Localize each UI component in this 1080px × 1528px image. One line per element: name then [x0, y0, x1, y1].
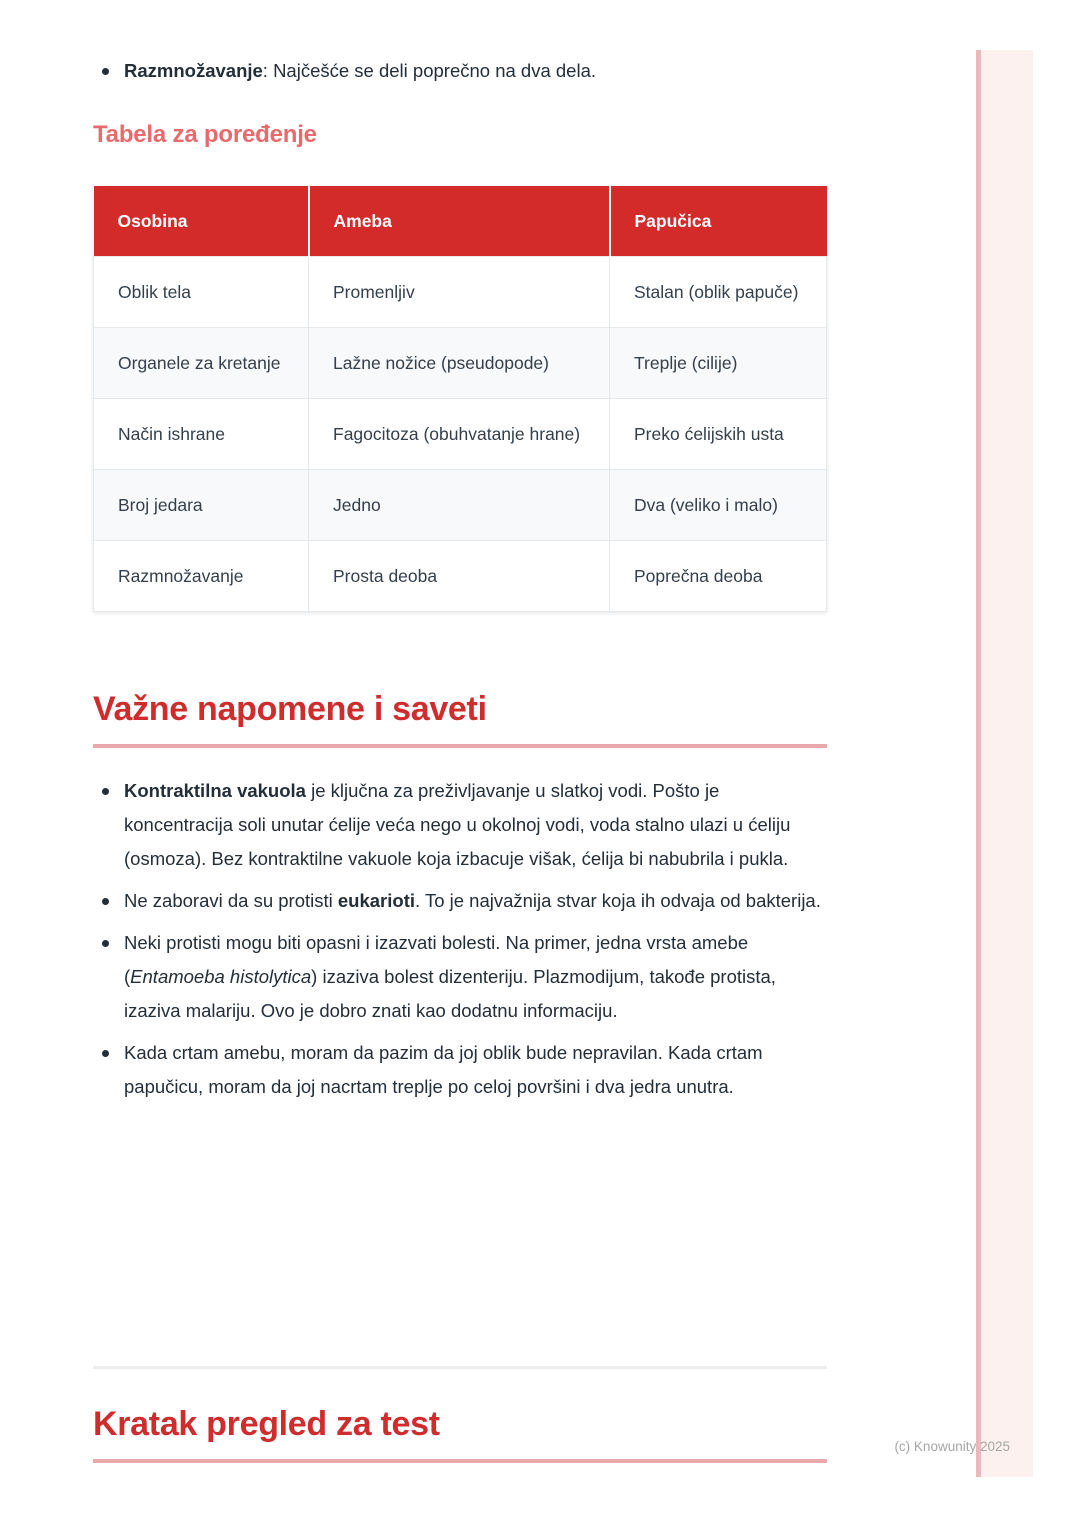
note-item	[93, 774, 827, 876]
note-text: ) izaziva bolest dizenteriju. Plazmodijum, takođe protista, izaziva malariju. Ovo je dobro znati kao dodatnu informaciju.	[124, 966, 776, 1021]
table-cell: Oblik tela	[94, 257, 309, 328]
note-text: Ne zaboravi da su protisti	[124, 890, 338, 911]
comparison-section-heading: Tabela za poređenje	[93, 121, 317, 148]
table-header-row	[94, 186, 827, 257]
note-text: je ključna za preživljavanje u slatkoj vodi. Pošto je koncentracija soli unutar ćelije veća nego u okolnoj vodi, voda stalno ulazi u ćeliju (osmoza). Bez kontraktilne vakuole koja izbacuje višak, ćelija bi nabubrila i pukla.	[124, 780, 791, 869]
notes-section	[93, 688, 827, 748]
note-text-bold: Kontraktilna vakuola	[124, 780, 306, 801]
comparison-table	[93, 186, 827, 612]
section-divider	[93, 1366, 827, 1369]
table-cell: Promenljiv	[309, 257, 610, 328]
note-text: Kada crtam amebu, moram da pazim da joj oblik bude nepravilan. Kada crtam papučicu, moram da joj nacrtam treplje po celoj površini i dva jedra unutra.	[124, 1042, 763, 1097]
table-cell: Treplje (cilije)	[610, 328, 827, 399]
table-row	[94, 257, 827, 328]
review-heading: Kratak pregled za test	[93, 1405, 440, 1443]
table-row	[94, 470, 827, 541]
header-cell-papucica: Papučica	[610, 186, 827, 257]
note-text-italic: Entamoeba histolytica	[130, 966, 312, 987]
note-item	[93, 1036, 827, 1104]
table-cell: Fagocitoza (obuhvatanje hrane)	[309, 399, 610, 470]
bullet-dot	[102, 940, 109, 947]
header-cell-osobina: Osobina	[94, 186, 309, 257]
page-edge-strip	[976, 50, 1033, 1477]
bullet-dot	[102, 898, 109, 905]
top-note-bold-text: Razmnožavanje	[124, 60, 263, 81]
bullet-dot	[102, 788, 109, 795]
notes-heading-underline	[93, 744, 827, 748]
review-section	[93, 1366, 827, 1463]
note-text: . To je najvažnija stvar koja ih odvaja od bakterija.	[415, 890, 821, 911]
notes-list	[93, 774, 827, 1104]
bullet-dot	[102, 1050, 109, 1057]
table-cell: Organele za kretanje	[94, 328, 309, 399]
table-cell: Razmnožavanje	[94, 541, 309, 612]
note-item	[93, 926, 827, 1028]
note-item	[93, 884, 827, 918]
table-row	[94, 328, 827, 399]
table-cell: Jedno	[309, 470, 610, 541]
table-cell: Dva (veliko i malo)	[610, 470, 827, 541]
table-cell: Način ishrane	[94, 399, 309, 470]
table-cell: Prosta deoba	[309, 541, 610, 612]
top-note-text: : Najčešće se deli poprečno na dva dela.	[262, 60, 597, 81]
table-row	[94, 399, 827, 470]
header-cell-ameba: Ameba	[309, 186, 610, 257]
table-row	[94, 541, 827, 612]
note-text: Neki protisti mogu biti opasni i izazvati bolesti. Na primer, jedna vrsta amebe (	[124, 932, 749, 987]
watermark: (c) Knowunity 2025	[894, 1439, 1010, 1454]
document-page	[93, 0, 827, 1528]
note-text-bold: eukarioti	[337, 890, 415, 911]
top-note-list	[93, 0, 827, 88]
bullet-dot	[102, 68, 109, 75]
table-cell: Poprečna deoba	[610, 541, 827, 612]
top-note-item	[93, 54, 827, 88]
table-cell: Broj jedara	[94, 470, 309, 541]
review-heading-underline	[93, 1459, 827, 1463]
table-cell: Stalan (oblik papuče)	[610, 257, 827, 328]
table-cell: Preko ćelijskih usta	[610, 399, 827, 470]
notes-heading: Važne napomene i saveti	[93, 690, 487, 728]
table-cell: Lažne nožice (pseudopode)	[309, 328, 610, 399]
